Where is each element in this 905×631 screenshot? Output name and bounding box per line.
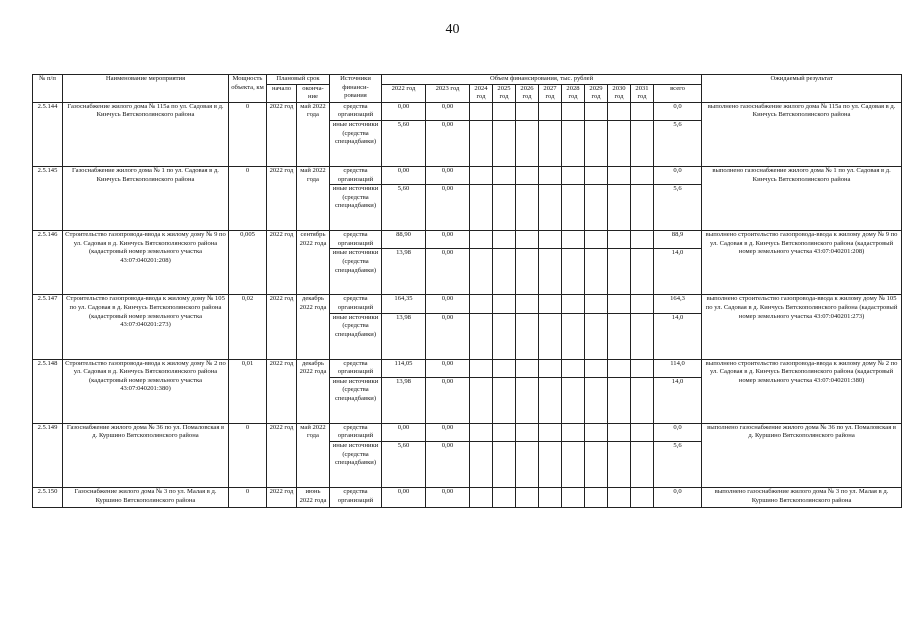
header-sources: Источники финанси-рования <box>330 75 382 103</box>
row-src1-total: 88,9 <box>654 231 702 249</box>
row-src1-total: 164,3 <box>654 295 702 313</box>
row-src1: средства организаций <box>330 423 382 441</box>
empty-cell <box>539 166 562 184</box>
empty-cell <box>470 487 493 507</box>
row-src1-total: 0,0 <box>654 102 702 120</box>
header-total: всего <box>654 84 702 102</box>
empty-cell <box>608 102 631 120</box>
row-src2-2022: 13,98 <box>382 249 426 295</box>
row-src2-2022: 5,60 <box>382 441 426 487</box>
empty-cell <box>516 423 539 441</box>
row-src2: иные источники (средства спецнадбавки) <box>330 120 382 166</box>
row-src2-2022: 13,98 <box>382 377 426 423</box>
empty-cell <box>493 166 516 184</box>
empty-cell <box>631 295 654 313</box>
empty-cell <box>562 295 585 313</box>
empty-cell <box>493 249 516 295</box>
row-src2-total: 5,6 <box>654 185 702 231</box>
empty-cell <box>608 359 631 377</box>
row-src2-2023: 0,00 <box>426 313 470 359</box>
row-src1: средства организаций <box>330 231 382 249</box>
empty-cell <box>608 377 631 423</box>
empty-cell <box>608 120 631 166</box>
empty-cell <box>608 295 631 313</box>
empty-cell <box>493 102 516 120</box>
header-y2028: 2028 год <box>562 84 585 102</box>
empty-cell <box>539 249 562 295</box>
row-src2-total: 14,0 <box>654 249 702 295</box>
empty-cell <box>631 185 654 231</box>
empty-cell <box>562 166 585 184</box>
row-end: декабрь 2022 года <box>297 295 330 359</box>
header-y2025: 2025 год <box>493 84 516 102</box>
empty-cell <box>470 120 493 166</box>
row-src1-total: 0,0 <box>654 487 702 507</box>
row-start: 2022 год <box>267 423 297 487</box>
row-result: выполнено строительство газопровода-ввода к жилому дому № 2 по ул. Садовая в д. Кинчусь Вятскополянского района (кадастровый номер земельного участка 43:07:040201:380) <box>702 359 902 423</box>
row-src2-total: 5,6 <box>654 441 702 487</box>
row-num: 2.5.148 <box>33 359 63 423</box>
empty-cell <box>608 487 631 507</box>
empty-cell <box>493 423 516 441</box>
row-name: Газоснабжение жилого дома № 3 по ул. Малая в д. Куршино Вятскополянского района <box>63 487 229 507</box>
header-y2022: 2022 год <box>382 84 426 102</box>
empty-cell <box>562 487 585 507</box>
row-src1-2022: 0,00 <box>382 102 426 120</box>
empty-cell <box>608 249 631 295</box>
empty-cell <box>585 185 608 231</box>
empty-cell <box>493 487 516 507</box>
empty-cell <box>562 249 585 295</box>
row-src2-total: 14,0 <box>654 377 702 423</box>
empty-cell <box>493 313 516 359</box>
row-name: Газоснабжение жилого дома № 36 по ул. Помаловская в д. Куршино Вятскополянского района <box>63 423 229 487</box>
row-start: 2022 год <box>267 295 297 359</box>
empty-cell <box>631 231 654 249</box>
row-start: 2022 год <box>267 166 297 230</box>
header-start: начало <box>267 84 297 102</box>
header-end: оконча-ние <box>297 84 330 102</box>
empty-cell <box>516 313 539 359</box>
empty-cell <box>539 295 562 313</box>
empty-cell <box>470 377 493 423</box>
empty-cell <box>539 313 562 359</box>
row-src2: иные источники (средства спецнадбавки) <box>330 377 382 423</box>
empty-cell <box>562 313 585 359</box>
empty-cell <box>516 377 539 423</box>
empty-cell <box>470 231 493 249</box>
empty-cell <box>562 423 585 441</box>
empty-cell <box>562 359 585 377</box>
empty-cell <box>562 120 585 166</box>
row-src1-2023: 0,00 <box>426 295 470 313</box>
row-name: Газоснабжение жилого дома № 1 по ул. Садовая в д. Кинчусь Вятскополянского района <box>63 166 229 230</box>
header-plan-term: Плановый срок <box>267 75 330 85</box>
row-src1-2022: 164,35 <box>382 295 426 313</box>
empty-cell <box>493 359 516 377</box>
row-result: выполнено газоснабжение жилого дома № 3 по ул. Малая в д. Куршино Вятскополянского района <box>702 487 902 507</box>
empty-cell <box>631 166 654 184</box>
row-src2: иные источники (средства спецнадбавки) <box>330 313 382 359</box>
empty-cell <box>585 120 608 166</box>
empty-cell <box>585 295 608 313</box>
row-name: Строительство газопровода-ввода к жилому дому № 2 по ул. Садовая в д. Кинчусь Вятскополянского района (кадастровый номер земельного участка 43:07:040201:380) <box>63 359 229 423</box>
header-num: № п/п <box>33 75 63 103</box>
header-y2024: 2024 год <box>470 84 493 102</box>
empty-cell <box>470 102 493 120</box>
row-result: выполнено строительство газопровода-ввода к жилому дому № 105 по ул. Садовая в д. Кинчусь Вятскополянского района (кадастровый номер земельного участка 43:07:040201:273) <box>702 295 902 359</box>
empty-cell <box>585 231 608 249</box>
empty-cell <box>539 441 562 487</box>
empty-cell <box>585 377 608 423</box>
empty-cell <box>585 441 608 487</box>
row-src2-2022: 13,98 <box>382 313 426 359</box>
header-y2030: 2030 год <box>608 84 631 102</box>
row-src2-total: 5,6 <box>654 120 702 166</box>
row-src2-2023: 0,00 <box>426 185 470 231</box>
empty-cell <box>516 231 539 249</box>
row-power: 0 <box>229 166 267 230</box>
empty-cell <box>539 120 562 166</box>
row-src1-2023: 0,00 <box>426 423 470 441</box>
empty-cell <box>516 487 539 507</box>
empty-cell <box>470 295 493 313</box>
row-src1-total: 114,0 <box>654 359 702 377</box>
empty-cell <box>585 487 608 507</box>
row-src2: иные источники (средства спецнадбавки) <box>330 249 382 295</box>
row-src2-total: 14,0 <box>654 313 702 359</box>
row-name: Газоснабжение жилого дома № 115а по ул. Садовая в д. Кинчусь Вятскополянского района <box>63 102 229 166</box>
row-result: выполнено газоснабжение жилого дома № 36 по ул. Помаловская в д. Куршино Вятскополянского района <box>702 423 902 487</box>
header-power: Мощность объекта, км <box>229 75 267 103</box>
table-row <box>33 166 902 184</box>
empty-cell <box>470 185 493 231</box>
empty-cell <box>539 359 562 377</box>
empty-cell <box>608 166 631 184</box>
empty-cell <box>631 359 654 377</box>
row-src1: средства организаций <box>330 295 382 313</box>
empty-cell <box>585 313 608 359</box>
empty-cell <box>585 359 608 377</box>
row-src1-2022: 114,05 <box>382 359 426 377</box>
empty-cell <box>539 102 562 120</box>
table-row <box>33 423 902 441</box>
empty-cell <box>562 441 585 487</box>
row-src1-2023: 0,00 <box>426 102 470 120</box>
page-number: 40 <box>445 22 460 37</box>
row-src1-2022: 88,90 <box>382 231 426 249</box>
row-src1-2023: 0,00 <box>426 359 470 377</box>
empty-cell <box>493 295 516 313</box>
empty-cell <box>539 423 562 441</box>
empty-cell <box>539 231 562 249</box>
row-start: 2022 год <box>267 359 297 423</box>
row-start: 2022 год <box>267 487 297 507</box>
row-end: сентябрь 2022 года <box>297 231 330 295</box>
empty-cell <box>470 249 493 295</box>
empty-cell <box>631 249 654 295</box>
empty-cell <box>470 313 493 359</box>
row-power: 0 <box>229 102 267 166</box>
empty-cell <box>608 185 631 231</box>
empty-cell <box>516 120 539 166</box>
empty-cell <box>516 185 539 231</box>
row-end: май 2022 года <box>297 423 330 487</box>
row-num: 2.5.147 <box>33 295 63 359</box>
empty-cell <box>470 359 493 377</box>
row-name: Строительство газопровода-ввода к жилому дому № 9 по ул. Садовая в д. Кинчусь Вятскополянского района (кадастровый номер земельного участка 43:07:040201:208) <box>63 231 229 295</box>
financing-plan-table <box>32 74 902 508</box>
row-src2-2023: 0,00 <box>426 441 470 487</box>
row-src2: иные источники (средства спецнадбавки) <box>330 441 382 487</box>
row-src1-2023: 0,00 <box>426 231 470 249</box>
empty-cell <box>608 313 631 359</box>
header-y2031: 2031 год <box>631 84 654 102</box>
row-power: 0,005 <box>229 231 267 295</box>
row-result: выполнено газоснабжение жилого дома № 1 по ул. Садовая в д. Кинчусь Вятскополянского района <box>702 166 902 230</box>
empty-cell <box>516 295 539 313</box>
empty-cell <box>539 185 562 231</box>
row-src1-total: 0,0 <box>654 166 702 184</box>
empty-cell <box>516 166 539 184</box>
empty-cell <box>470 423 493 441</box>
empty-cell <box>470 441 493 487</box>
empty-cell <box>608 423 631 441</box>
empty-cell <box>631 423 654 441</box>
row-src2-2022: 5,60 <box>382 185 426 231</box>
empty-cell <box>585 423 608 441</box>
empty-cell <box>631 441 654 487</box>
row-src1-2022: 0,00 <box>382 423 426 441</box>
row-end: май 2022 года <box>297 102 330 166</box>
row-end: май 2022 года <box>297 166 330 230</box>
empty-cell <box>493 231 516 249</box>
table-row <box>33 487 902 507</box>
row-num: 2.5.146 <box>33 231 63 295</box>
empty-cell <box>631 377 654 423</box>
row-src2-2023: 0,00 <box>426 249 470 295</box>
row-power: 0 <box>229 487 267 507</box>
empty-cell <box>631 120 654 166</box>
row-src2-2023: 0,00 <box>426 120 470 166</box>
empty-cell <box>562 102 585 120</box>
empty-cell <box>493 120 516 166</box>
empty-cell <box>585 102 608 120</box>
row-start: 2022 год <box>267 102 297 166</box>
header-y2029: 2029 год <box>585 84 608 102</box>
empty-cell <box>516 249 539 295</box>
empty-cell <box>470 166 493 184</box>
empty-cell <box>585 249 608 295</box>
row-src1-total: 0,0 <box>654 423 702 441</box>
empty-cell <box>562 231 585 249</box>
row-src1-2022: 0,00 <box>382 166 426 184</box>
row-name: Строительство газопровода-ввода к жилому дому № 105 по ул. Садовая в д. Кинчусь Вятскополянского района (кадастровый номер земельного участка 43:07:040201:273) <box>63 295 229 359</box>
row-src1: средства организаций <box>330 359 382 377</box>
row-power: 0 <box>229 423 267 487</box>
empty-cell <box>493 441 516 487</box>
empty-cell <box>631 487 654 507</box>
empty-cell <box>516 102 539 120</box>
row-num: 2.5.150 <box>33 487 63 507</box>
table-row <box>33 102 902 120</box>
empty-cell <box>516 359 539 377</box>
row-power: 0,02 <box>229 295 267 359</box>
header-y2027: 2027 год <box>539 84 562 102</box>
row-src1-2023: 0,00 <box>426 166 470 184</box>
row-src2-2022: 5,60 <box>382 120 426 166</box>
empty-cell <box>516 441 539 487</box>
row-num: 2.5.144 <box>33 102 63 166</box>
row-num: 2.5.149 <box>33 423 63 487</box>
empty-cell <box>631 102 654 120</box>
row-src2-2023: 0,00 <box>426 377 470 423</box>
table-row <box>33 231 902 249</box>
empty-cell <box>539 377 562 423</box>
empty-cell <box>585 166 608 184</box>
row-end: декабрь 2022 года <box>297 359 330 423</box>
empty-cell <box>608 441 631 487</box>
row-power: 0,01 <box>229 359 267 423</box>
row-result: выполнено строительство газопровода-ввода к жилому дому № 9 по ул. Садовая в д. Кинчусь Вятскополянского района (кадастровый номер земельного участка 43:07:040201:208) <box>702 231 902 295</box>
row-src1: средства организаций <box>330 102 382 120</box>
row-src1-2023: 0,00 <box>426 487 470 507</box>
row-src2: иные источники (средства спецнадбавки) <box>330 185 382 231</box>
empty-cell <box>631 313 654 359</box>
empty-cell <box>562 377 585 423</box>
empty-cell <box>539 487 562 507</box>
header-y2023: 2023 год <box>426 84 470 102</box>
header-financing: Объем финансирования, тыс. рублей <box>382 75 702 85</box>
table-row <box>33 359 902 377</box>
row-src1: средства организаций <box>330 487 382 507</box>
row-end: июнь 2022 года <box>297 487 330 507</box>
empty-cell <box>493 185 516 231</box>
empty-cell <box>493 377 516 423</box>
table-row <box>33 295 902 313</box>
header-result: Ожидаемый результат <box>702 75 902 103</box>
row-start: 2022 год <box>267 231 297 295</box>
row-src1-2022: 0,00 <box>382 487 426 507</box>
row-src1: средства организаций <box>330 166 382 184</box>
header-y2026: 2026 год <box>516 84 539 102</box>
empty-cell <box>562 185 585 231</box>
empty-cell <box>608 231 631 249</box>
row-num: 2.5.145 <box>33 166 63 230</box>
header-name: Наименование мероприятия <box>63 75 229 103</box>
row-result: выполнено газоснабжение жилого дома № 115а по ул. Садовая в д. Кинчусь Вятскополянского района <box>702 102 902 166</box>
